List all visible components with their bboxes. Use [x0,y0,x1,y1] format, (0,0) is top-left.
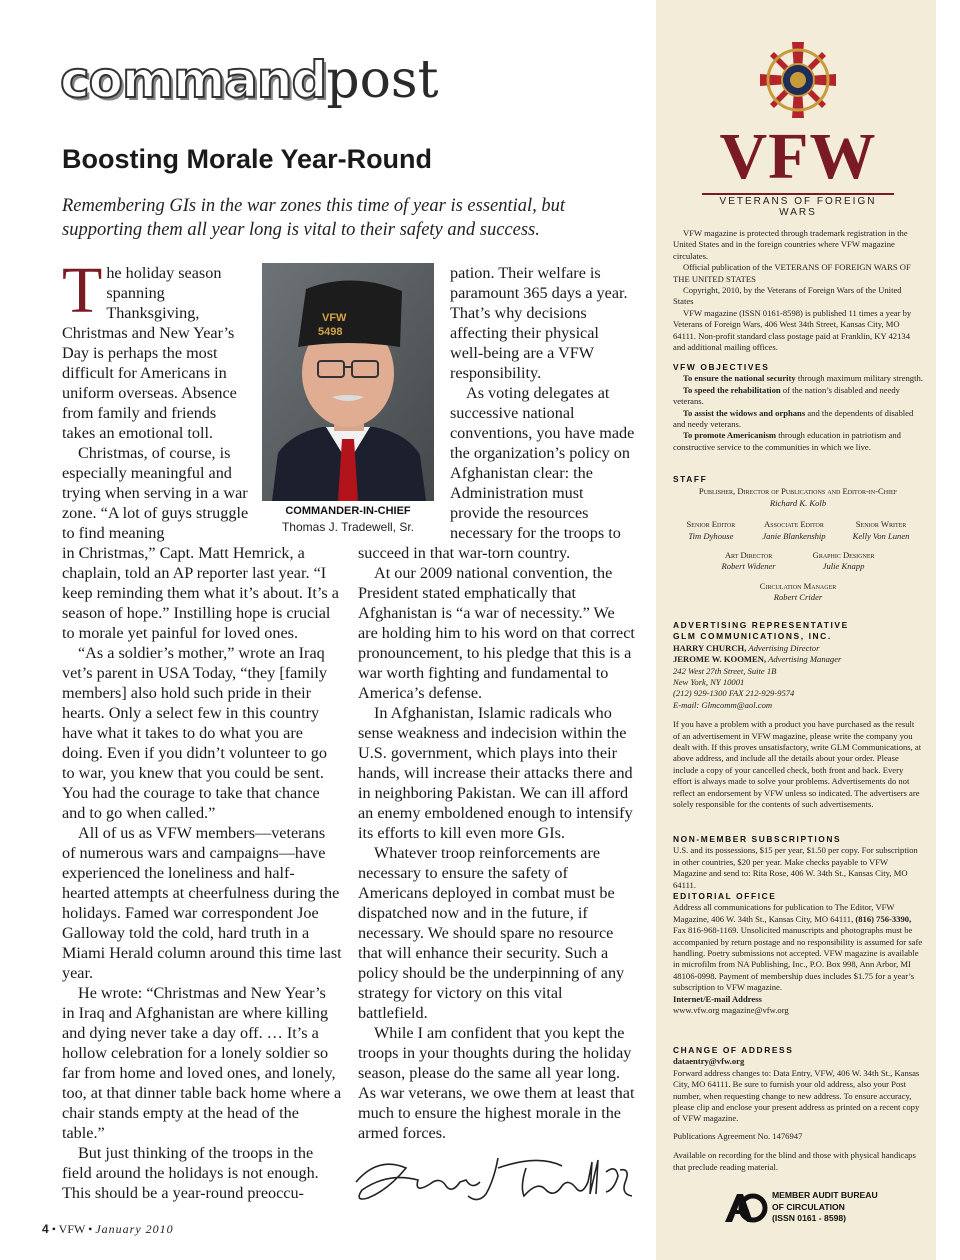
footer-pub: VFW [58,1222,86,1236]
column-1-top [62,254,252,543]
masthead [60,50,439,110]
audit-bureau-logo-icon [723,1190,769,1224]
masthead-bold: command [60,51,327,109]
advertising-heading: ADVERTISING REPRESENTATIVE [673,620,849,630]
page-footer: 4 • VFW • January 2010 [42,1222,174,1236]
page-margin [936,0,960,1260]
paragraph: At our 2009 national convention, the President stated emphatically that Afghanistan is “a war of necessity.” We are holding him to his word on that correct pronouncement, to his pledge that this is a war worth fighting and fundamental to America’s defense. [358,564,635,702]
sidebar-staff [673,474,923,604]
svg-text:5498: 5498 [318,326,343,338]
nonmember-heading: NON-MEMBER SUBSCRIPTIONS [673,834,842,844]
paragraph: All of us as VFW members—veterans of numerous wars and campaigns—have experienced the loneliness and half-hearted attempts at cheerfulness during the holidays. Famed war correspondent Joe Galloway told the cold, hard truth in a Miami Herald column around this time last year. [62,824,342,982]
agreement-text: Publications Agreement No. 1476947 [673,1130,803,1141]
signature-icon [348,1150,638,1208]
advertising-company: GLM COMMUNICATIONS, INC. [673,631,832,642]
sidebar-subscriptions [673,834,923,1017]
ad-contact: JEROME W. KOOMEN, Advertising Manager [673,654,842,665]
staff-row: Senior Editor Tim Dyhouse Associate Editor Janie Blankenship Senior Writer Kelly Von Lunen [686,519,910,541]
column-2-top [450,263,636,543]
vfw-logo-subtitle: VETERANS OF FOREIGN WARS [719,196,877,218]
photo-caption-name: Thomas J. Tradewell, Sr. [281,520,415,534]
change-text: Forward address changes to: Data Entry, VFW, 406 W. 34th St., Kansas City, MO 64111. Be sure to furnish your old address, also your Post number, when requesting change to new address. To ensure accuracy, please clip and enclose your present address as printed on a recent copy of VFW magazine. [673,1067,920,1124]
paragraph: But just thinking of the troops in the field around the holidays is not enough. This should be a year-round preoccu- [62,1144,319,1202]
change-heading: CHANGE OF ADDRESS [673,1045,794,1055]
photo-caption-role: COMMANDER-IN-CHIEF [285,505,411,517]
internet-label: Internet/E-mail Address [673,993,762,1004]
sidebar-change-address [673,1045,923,1173]
objective-item: To promote Americanism through education in patriotism and constructive service to the communities in which we live. [673,430,901,452]
column-1-bottom [62,543,342,1203]
ad-contact: HARRY CHURCH, Advertising Director [673,642,820,653]
vfw-logo: VFW [719,120,877,193]
editorial-heading: EDITORIAL OFFICE [673,891,777,902]
objective-item: To assist the widows and orphans and the dependents of disabled and needy veterans. [673,407,914,430]
commander-photo [262,263,434,501]
editorial-text: Address all communications for publication to The Editor, VFW Magazine, 406 W. 34th St., Kansas City, MO 64111, (816) 756-3390, Fax 816-968-1169. Unsolicited manuscripts and photographs must be accompanied by return postage and no responsibility is assumed for safe handling. Poetry submissions not accepted. VFW magazine is available in microfilm from NA Publishing, Inc., P.O. Box 998, Ann Arbor, MI 48106-0998. Payment of membership dues includes $1.75 for a year’s subscription to VFW magazine. [673,902,923,993]
footer-date: January 2010 [95,1222,174,1236]
sidebar-paragraph: Copyright, 2010, by the Veterans of Foreign Wars of the United States [673,285,902,307]
sidebar-advertising [673,620,923,811]
sidebar-paragraph: Official publication of the VETERANS OF FOREIGN WARS OF THE UNITED STATES [673,262,911,284]
ad-problem-text: If you have a problem with a product you have purchased as the result of an advertisement in VFW magazine, please write the company you dealt with. If this proves unsatisfactory, write GLM Communications, at above address, and include all the details about your order. Please include a copy of your cancelled check, both front and back. Every effort is always made to solve your problems. Advertisements do not reflect an endorsement by VFW unless so indicated. The advertisers are solely responsible for the contents of such advertisements. [673,719,922,810]
svg-text:VFW: VFW [322,312,347,324]
staff-title: Publisher, Director of Publications and Editor-in-Chief [698,486,898,497]
staff-name: Richard K. Kolb [769,497,827,508]
page-number: 4 [42,1222,49,1236]
paragraph: Whatever troop reinforcements are necessary to ensure the safety of Americans deployed in combat must be dispatched now and in the future, if necessary. We should spare no resource that will enhance their security. Such a policy should be the underpinning of any strategy for victory on this vital battlefield. [358,844,625,1022]
objective-item: To speed the rehabilitation of the nation’s disabled and needy veterans. [673,384,900,407]
vfw-logo-rule [702,193,894,195]
objective-item: To ensure the national security through maximum military strength. [683,373,923,384]
nonmember-text: U.S. and its possessions, $15 per year, $1.50 per copy. For subscription in other countries, $20 per year. Make checks payable to VFW Magazine and send to: Rita Rose, 406 W. 34th St., Kansas City, MO 64111. [673,845,918,890]
commander-portrait-icon [262,263,434,501]
paragraph: “As a soldier’s mother,” wrote an Iraq vet’s parent in USA Today, “they [family members] also hold such pride in their hearts. Only a select few in this country have what it takes to do what you are doing. Even if you didn’t volunteer to go to war, you knew that you could be sent. You had the courage to take that chance and to go when called.” [62,644,328,822]
sidebar-intro [673,228,923,353]
ad-phone: (212) 929-1300 FAX 212-929-9574 [673,688,795,699]
article-deck: Remembering GIs in the war zones this time of year is essential, but supporting them all year long is vital to their safety and success. [62,196,566,240]
drop-cap: T [62,254,103,327]
sidebar-objectives [673,362,923,453]
recording-text: Available on recording for the blind and those with physical handicaps that preclude reading material. [673,1150,916,1172]
paragraph: He wrote: “Christmas and New Year’s in Iraq and Afghanistan are where killing and dying never take a day off. … It’s a hollow celebration for a lonely soldier so far from home and loved ones, and lonely, too, at that dinner table back home where a chair stands empty at the head of the table.” [62,984,342,1142]
objectives-heading: VFW OBJECTIVES [673,362,770,372]
paragraph: As voting delegates at successive national conventions, you have made the organization’s policy on Afghanistan clear: the Administration must provide the resources necessary for the troops to [450,384,635,542]
staff-heading: STAFF [673,474,708,484]
ad-address: 242 West 27th Street, Suite 1B [673,665,777,676]
paragraph: While I am confident that you kept the troops in your thoughts during the holiday season, please do the same all year long. As war veterans, we owe them at least that much to ensure the highest morale in the armed forces. [358,1024,635,1142]
paragraph: pation. Their welfare is paramount 365 days a year. That’s why decisions affecting their physical well-being are a VFW responsibility. [450,264,628,382]
change-email: dataentry@vfw.org [673,1056,745,1067]
ad-address: New York, NY 10001 [673,677,745,688]
staff-row: Art Director Robert Widener Graphic Designer Julie Knapp [721,550,875,572]
internet-value: www.vfw.org magazine@vfw.org [673,1005,789,1016]
vfw-emblem-icon [758,40,838,120]
ad-email: E-mail: Glmcomm@aol.com [673,699,773,710]
paragraph: succeed in that war-torn country. [358,544,571,562]
column-2-bottom [358,543,636,1143]
staff-name: Robert Crider [773,592,823,603]
staff-title: Circulation Manager [759,580,837,591]
article-headline: Boosting Morale Year-Round [62,144,433,174]
sidebar-paragraph: VFW magazine (ISSN 0161-8598) is published 11 times a year by Veterans of Foreign Wars, 406 West 34th Street, Kansas City, MO 64111. Non-profit standard class postage paid at Franklin, KY 42134 and additional mailing offices. [673,307,912,353]
paragraph: The holiday season spanning Thanksgiving, Christmas and New Year’s Day is perhaps the most difficult for Americans in uniform overseas. Absence from family and friends takes an emotional toll. [62,254,237,442]
audit-bureau-text: MEMBER AUDIT BUREAU OF CIRCULATION (ISSN 0161 - 8598) [772,1190,878,1223]
paragraph: In Afghanistan, Islamic radicals who sense weakness and indecision within the U.S. government, which plays into their hands, will increase their attacks there and in neighboring Pakistan. We can ill afford an enemy emboldened enough to intensify its efforts to kill even more GIs. [358,704,633,842]
paragraph: Christmas, of course, is especially meaningful and trying when serving in a war zone. “A lot of guys struggle to find meaning [62,444,249,542]
masthead-light: post [326,50,439,110]
sidebar-paragraph: VFW magazine is protected through trademark registration in the United States and in the foreign countries where VFW magazine circulates. [673,228,908,261]
paragraph: in Christmas,” Capt. Matt Hemrick, a chaplain, told an AP reporter last year. “I keep reminding them what it’s about. It’s a season of hope.” Instilling hope is crucial to morale yet painful for loved ones. [62,544,339,642]
